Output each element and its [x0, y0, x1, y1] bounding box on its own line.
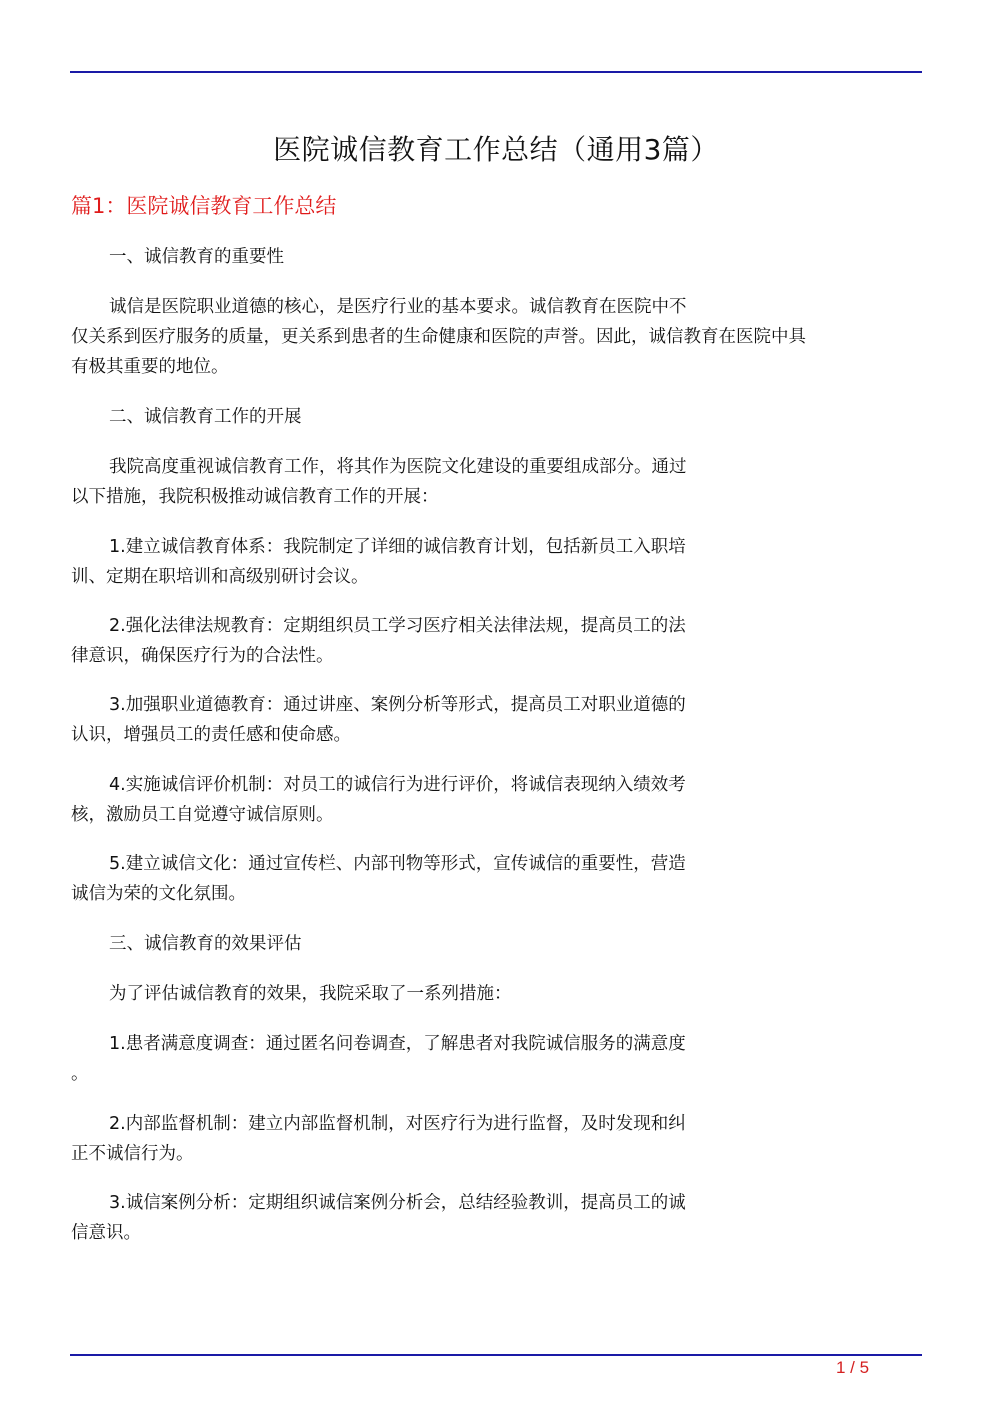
paragraph-line: 2.内部监督机制：建立内部监督机制，对医疗行为进行监督，及时发现和纠: [109, 1114, 686, 1134]
paragraph-line: 信意识。: [71, 1223, 141, 1243]
paragraph: [71, 402, 302, 432]
paragraph: [71, 1188, 686, 1248]
paragraph-line: 我院高度重视诚信教育工作，将其作为医院文化建设的重要组成部分。通过: [109, 457, 687, 477]
paragraph: [71, 979, 512, 1009]
paragraph-line: 二、诚信教育工作的开展: [109, 407, 302, 427]
paragraph-line: 正不诚信行为。: [71, 1144, 194, 1164]
paragraph-line: 2.强化法律法规教育：定期组织员工学习医疗相关法律法规，提高员工的法: [109, 616, 686, 636]
paragraph-line: 仅关系到医疗服务的质量，更关系到患者的生命健康和医院的声誉。因此，诚信教育在医院中具: [71, 327, 806, 347]
paragraph-line: 4.实施诚信评价机制：对员工的诚信行为进行评价，将诚信表现纳入绩效考: [109, 775, 686, 795]
paragraph: [71, 611, 686, 671]
paragraph: [71, 770, 686, 830]
paragraph-line: 3.诚信案例分析：定期组织诚信案例分析会，总结经验教训，提高员工的诚: [109, 1193, 686, 1213]
paragraph: [71, 849, 686, 909]
paragraph: [71, 452, 687, 512]
paragraph: [71, 690, 686, 750]
paragraph-line: 三、诚信教育的效果评估: [109, 934, 302, 954]
paragraph-line: 律意识，确保医疗行为的合法性。: [71, 646, 334, 666]
paragraph-line: 以下措施，我院积极推动诚信教育工作的开展：: [71, 487, 439, 507]
paragraph: [71, 1109, 686, 1169]
paragraph-line: 训、定期在职培训和高级别研讨会议。: [71, 567, 369, 587]
paragraph: [71, 242, 284, 272]
paragraph-line: 认识，增强员工的责任感和使命感。: [71, 725, 351, 745]
paragraph-line: 核，激励员工自觉遵守诚信原则。: [71, 805, 334, 825]
page-indicator: 1 / 5: [836, 1358, 870, 1377]
paragraph-line: 诚信为荣的文化氛围。: [71, 884, 246, 904]
footer-rule: [70, 1354, 922, 1356]
paragraph: [71, 929, 302, 959]
paragraph-line: 有极其重要的地位。: [71, 357, 229, 377]
paragraph-line: 5.建立诚信文化：通过宣传栏、内部刊物等形式，宣传诚信的重要性，营造: [109, 854, 686, 874]
paragraph-line: 为了评估诚信教育的效果，我院采取了一系列措施：: [109, 984, 512, 1004]
paragraph-line: 3.加强职业道德教育：通过讲座、案例分析等形式，提高员工对职业道德的: [109, 695, 686, 715]
paragraph-line: 1.建立诚信教育体系：我院制定了详细的诚信教育计划，包括新员工入职培: [109, 537, 686, 557]
paragraph-line: 诚信是医院职业道德的核心，是医疗行业的基本要求。诚信教育在医院中不: [109, 297, 687, 317]
paragraph: [71, 292, 806, 382]
paragraph: [71, 1029, 686, 1089]
document-title: 医院诚信教育工作总结（通用3篇）: [273, 133, 719, 166]
paragraph-line: 1.患者满意度调查：通过匿名问卷调查，了解患者对我院诚信服务的满意度: [109, 1034, 686, 1054]
paragraph-line: 一、诚信教育的重要性: [109, 247, 284, 267]
paragraph-line: 。: [71, 1064, 89, 1084]
header-rule: [70, 71, 922, 73]
section-heading: 篇1：医院诚信教育工作总结: [71, 194, 337, 218]
paragraph: [71, 532, 686, 592]
